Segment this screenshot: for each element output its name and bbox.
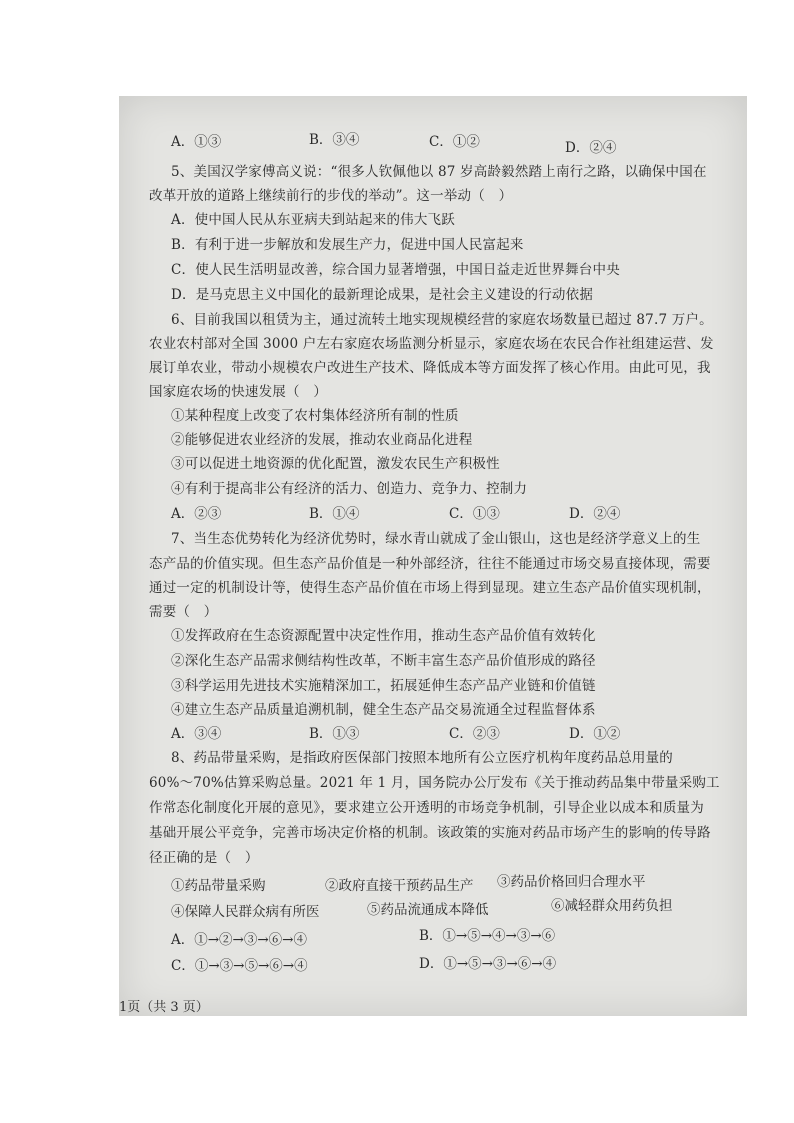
q4-option-a: A．①③ (171, 134, 222, 150)
q6-stem-line4: 国家庭农场的快速发展（ ） (149, 384, 328, 400)
q7-item-2: ②深化生态产品需求侧结构性改革，不断丰富生态产品价值形成的路径 (171, 653, 596, 669)
exam-page (119, 96, 747, 1016)
q8-item-3: ③药品价格回归合理水平 (497, 874, 646, 890)
q7-item-1: ①发挥政府在生态资源配置中决定性作用，推动生态产品价值有效转化 (171, 628, 596, 644)
q8-stem-line4: 基础开展公平竞争，完善市场决定价格的机制。该政策的实施对药品市场产生的影响的传导路 (149, 825, 711, 841)
q7-item-4: ④建立生态产品质量追溯机制，健全生态产品交易流通全过程监督体系 (171, 702, 596, 718)
q5-stem-line2: 改革开放的道路上继续前行的步伐的举动”。这一举动（ ） (149, 188, 513, 204)
q5-stem-line1: 5、美国汉学家傅高义说：“很多人钦佩他以 87 岁高龄毅然踏上南行之路，以确保中国在 (171, 164, 707, 180)
q6-item-4: ④有利于提高非公有经济的活力、创造力、竞争力、控制力 (171, 481, 528, 497)
q7-choice-b: B．①③ (309, 726, 360, 742)
q4-option-d: D．②④ (565, 140, 617, 156)
q4-option-b: B．③④ (309, 132, 360, 148)
q4-option-c: C．①② (429, 134, 480, 150)
q7-choice-c: C．②③ (449, 726, 500, 742)
q8-choice-a: A．①→②→③→⑥→④ (171, 932, 307, 948)
q6-item-3: ③可以促进土地资源的优化配置，激发农民生产积极性 (171, 456, 500, 472)
q6-item-1: ①某种程度上改变了农村集体经济所有制的性质 (171, 408, 459, 424)
q6-stem-line1: 6、目前我国以租赁为主，通过流转土地实现规模经营的家庭农场数量已超过 87.7 万户。 (171, 312, 713, 328)
q5-option-b: B．有利于进一步解放和发展生产力，促进中国人民富起来 (171, 237, 524, 253)
q8-stem-line1: 8、药品带量采购，是指政府医保部门按照本地所有公立医疗机构年度药品总用量的 (171, 750, 673, 766)
q6-stem-line2: 农业农村部对全国 3000 户左右家庭农场监测分析显示，家庭农场在农民合作社组建运营、发 (149, 336, 714, 352)
q7-choice-d: D．①② (569, 726, 621, 742)
q6-choice-d: D．②④ (569, 506, 621, 522)
q8-item-4: ④保障人民群众病有所医 (171, 904, 320, 920)
q8-stem-line2: 60%～70%估算采购总量。2021 年 1 月，国务院办公厅发布《关于推动药品集中带量采购工 (149, 775, 720, 791)
q8-choice-b: B．①→⑤→④→③→⑥ (419, 928, 556, 944)
q6-choice-a: A．②③ (171, 506, 222, 522)
q8-stem-line3: 作常态化制度化开展的意见》，要求建立公开透明的市场竞争机制，引导企业以成本和质量为 (149, 800, 704, 816)
q8-stem-line5: 径正确的是（ ） (149, 850, 259, 866)
q7-stem-line3: 通过一定的机制设计等，使得生态产品价值在市场上得到显现。建立生态产品价值实现机制， (149, 580, 711, 596)
q5-option-c: C．使人民生活明显改善，综合国力显著增强，中国日益走近世界舞台中央 (171, 262, 620, 278)
q8-item-6: ⑥减轻群众用药负担 (551, 898, 673, 914)
q7-stem-line2: 态产品的价值实现。但生态产品价值是一种外部经济，往往不能通过市场交易直接体现，需要 (149, 556, 711, 572)
q7-stem-line4: 需要（ ） (149, 604, 218, 620)
q8-item-5: ⑤药品流通成本降低 (367, 902, 489, 918)
q5-option-d: D．是马克思主义中国化的最新理论成果，是社会主义建设的行动依据 (171, 287, 594, 303)
q7-item-3: ③科学运用先进技术实施精深加工，拓展延伸生态产品产业链和价值链 (171, 678, 596, 694)
q6-item-2: ②能够促进农业经济的发展，推动农业商品化进程 (171, 432, 473, 448)
q7-choice-a: A．③④ (171, 726, 222, 742)
q7-stem-line1: 7、当生态优势转化为经济优势时，绿水青山就成了金山银山，这也是经济学意义上的生 (171, 531, 701, 547)
q8-item-1: ①药品带量采购 (171, 878, 266, 894)
q6-choice-c: C．①③ (449, 506, 500, 522)
q6-stem-line3: 展订单农业，带动小规模农户改进生产技术、降低成本等方面发挥了核心作用。由此可见，我 (149, 360, 711, 376)
q5-option-a: A．使中国人民从东亚病夫到站起来的伟大飞跃 (171, 212, 455, 228)
q6-choice-b: B．①④ (309, 506, 360, 522)
q8-choice-d: D．①→⑤→③→⑥→④ (419, 956, 557, 972)
q8-choice-c: C．①→③→⑤→⑥→④ (171, 958, 308, 974)
page-footer: 1页（共 3 页） (119, 1000, 209, 1015)
q8-item-2: ②政府直接干预药品生产 (325, 878, 474, 894)
